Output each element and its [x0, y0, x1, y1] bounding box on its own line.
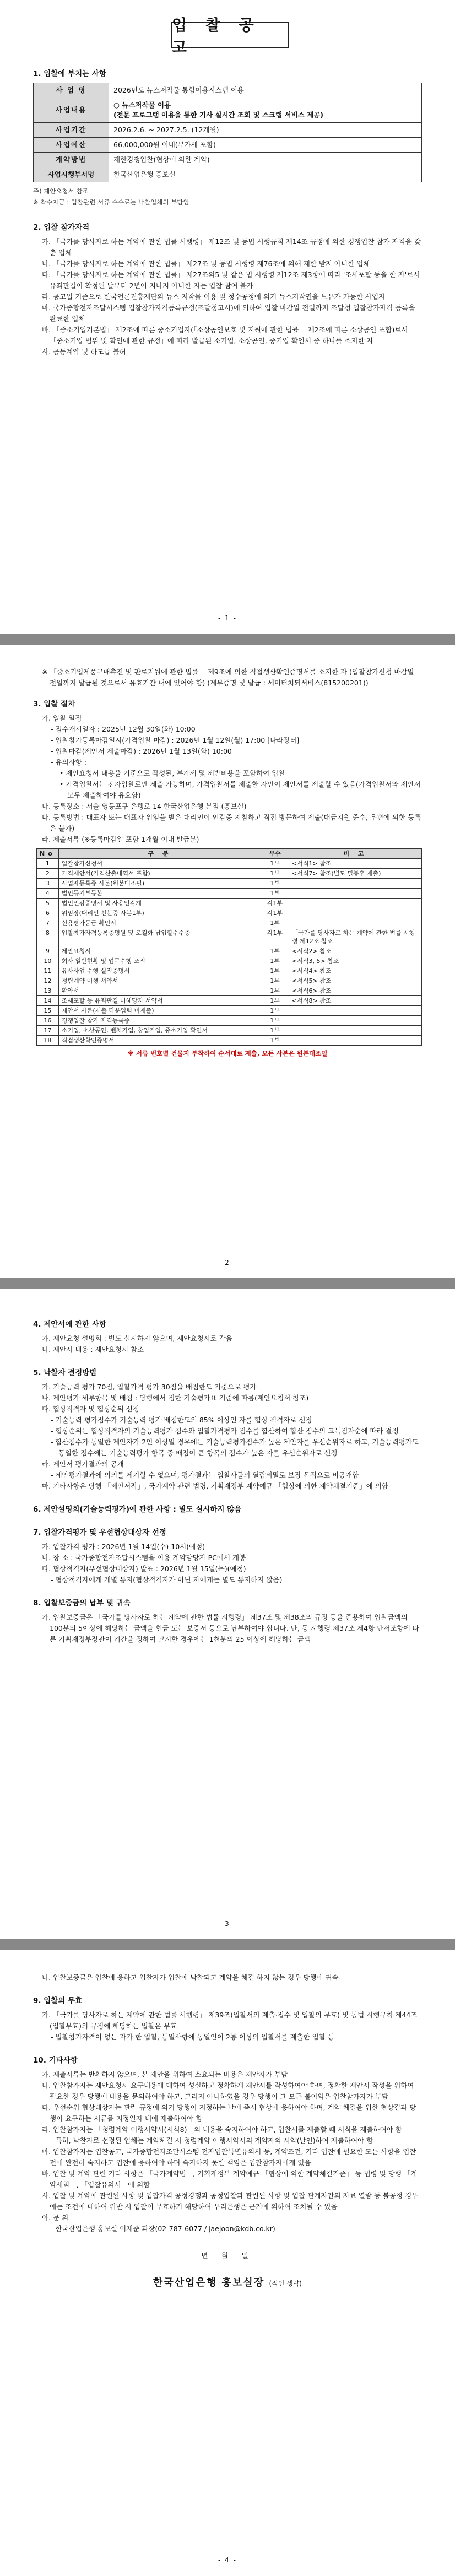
list-item: 다. 우선순위 협상대상자는 관련 규정에 의거 당행이 지정하는 날에 즉시 협상에 응하여야 하며, 계약 체결을 위한 협상결과 당행이 요구하는 서류를 지정일자 내에 제출하여야 함: [42, 2103, 416, 2123]
list-item: 가. 입찰가격 평가 : 2026년 1월 14일(수) 10시(예정): [42, 1543, 205, 1551]
section-7-heading: 7. 입찰가격평가 및 우선협상대상자 선정: [33, 1528, 166, 1537]
table-cell-cnt: 1부: [261, 946, 289, 956]
table-cell-no: 4: [37, 889, 59, 899]
list-item: 나. 제안서 내용 : 제안요청서 참조: [42, 1345, 144, 1354]
table-cell-no: 15: [37, 1006, 59, 1016]
table-cell-cnt: 1부: [261, 879, 289, 889]
list-item: 다. 협상적격자(우선협상대상자) 발표 : 2026년 1월 15일(목)(예정): [42, 1565, 246, 1573]
info-key: 계약방법: [34, 153, 109, 167]
table-note: ※ 서류 번호별 건물지 부착하여 순서대로 제출, 모든 사본은 원본대조필: [127, 1049, 328, 1057]
table-row: [37, 1016, 422, 1026]
info-row: [34, 153, 422, 167]
list-item: - 입찰참가자격이 없는 자가 한 입찰, 동일사항에 동일인이 2통 이상의 입찰서를 제출한 입찰 등: [51, 2033, 334, 2041]
table-cell-rem: [289, 899, 422, 908]
page-2: [0, 645, 455, 1278]
list-item: 사. 입찰 및 계약에 관련된 사항 및 입찰가격 공정경쟁과 공정입찰과 관련된 사항 및 입찰 관계자간의 자료 열람 등 불공정 경우에는 조건에 대하여 위반 시 입찰이 무효하기 해당하여 우리은행은 근거에 의하여 조치될 수 있음: [42, 2191, 419, 2211]
issuer-name: 한국산업은행 홍보실장: [153, 2277, 265, 2288]
table-cell-no: 5: [37, 899, 59, 908]
page-1-content: [33, 61, 422, 358]
table-cell-cnt: 1부: [261, 1006, 289, 1016]
list-item: 나. 「국가를 당사자로 하는 계약에 관한 법률」 제27조 및 동법 시행령 제76조에 의해 제한 받지 아니한 업체: [42, 259, 370, 268]
paragraph: 나. 입찰보증금은 입찰에 응하고 입찰자가 입찰에 낙찰되고 계약을 체결 하지 않는 경우 당행에 귀속: [42, 1973, 339, 1982]
table-cell-name: 입찰참가자격등록증명원 및 로컬화 납입할수수증: [58, 928, 261, 946]
table-cell-rem: [289, 918, 422, 928]
table-cell-name: 법인등기부등본: [58, 889, 261, 899]
closing-date: 년 월 일: [201, 2252, 254, 2260]
table-header-row: [37, 849, 422, 859]
table-cell-rem: [289, 889, 422, 899]
info-key: 사업시행부서명: [34, 167, 109, 182]
table-cell-cnt: 1부: [261, 986, 289, 996]
table-cell-no: 2: [37, 869, 59, 879]
list-item: 나. 장 소 : 국가종합전자조달시스템을 이용 계약담당자 PC에서 개봉: [42, 1554, 246, 1562]
seal-note: (직인 생략): [269, 2280, 302, 2287]
column-header: No: [37, 849, 59, 859]
info-key: 사 업 명: [34, 83, 109, 98]
table-cell-no: 11: [37, 966, 59, 976]
issuer: [33, 2277, 422, 2289]
column-header: 구 분: [58, 849, 261, 859]
table-cell-no: 10: [37, 956, 59, 966]
table-cell-name: 유사사업 수행 실적증명서: [58, 966, 261, 976]
table-cell-no: 18: [37, 1036, 59, 1046]
info-value: 66,000,000원 이내(부가세 포함): [109, 138, 422, 153]
list-item: 나. 제안평가 세부항목 및 배점 : 당행에서 정한 기술평가표 기준에 따름(제안요청서 참조): [42, 1394, 309, 1402]
list-item: - 기술능력 평가점수가 기술능력 평가 배점한도의 85% 이상인 자를 협상 적격자로 선정: [51, 1416, 312, 1424]
section-3-heading: 3. 입찰 절차: [33, 700, 75, 708]
table-cell-name: 가격제안서(가격산출내역서 포함): [58, 869, 261, 879]
table-cell-name: 소기업, 소상공인, 벤처기업, 창업기업, 중소기업 확인서: [58, 1026, 261, 1036]
table-cell-cnt: 1부: [261, 1036, 289, 1046]
documents-table-body: [37, 859, 422, 1046]
list-item: 라. 공고일 기준으로 한국언론진흥재단의 뉴스 저작물 이용 및 정수공정에 의거 뉴스저작권을 보유가 가능한 사업자: [42, 293, 386, 301]
table-cell-name: 신용평가등급 확인서: [58, 918, 261, 928]
table-cell-rem: <서식7> 참조(별도 밀봉후 제출): [289, 869, 422, 879]
table-cell-no: 17: [37, 1026, 59, 1036]
table-cell-cnt: 1부: [261, 956, 289, 966]
table-cell-no: 13: [37, 986, 59, 996]
section-10-heading: 10. 기타사항: [33, 2056, 78, 2065]
table-cell-name: 위임장(대리인 선분증 사본1부): [58, 908, 261, 918]
table-cell-name: 법인인감증명서 및 사용인감계: [58, 899, 261, 908]
table-cell-cnt: 1부: [261, 966, 289, 976]
table-cell-cnt: 각1부: [261, 928, 289, 946]
column-header: 부수: [261, 849, 289, 859]
list-item: 가. 제출서류는 반환하지 않으며, 본 제안을 위하여 소요되는 비용은 제안자가 부담: [42, 2070, 288, 2079]
info-row: [34, 123, 422, 138]
list-item: - 제안평가결과에 의의를 제기할 수 없으며, 평가결과는 입찰사들의 열람비밀로 보장 목적으로 비공개함: [51, 1471, 359, 1479]
table-row: [37, 869, 422, 879]
section-5-heading: 5. 낙찰자 결정방법: [33, 1368, 97, 1377]
info-key: 사업기간: [34, 123, 109, 138]
info-key: 사업예산: [34, 138, 109, 153]
table-cell-rem: [289, 1016, 422, 1026]
table-cell-cnt: 1부: [261, 869, 289, 879]
info-value: 한국산업은행 홍보실: [109, 167, 422, 182]
info-key: 사업내용: [34, 98, 109, 123]
list-item: 다. 협상적격자 및 협상순위 선정: [42, 1405, 139, 1413]
info-value: 2026년도 뉴스저작물 통합이용시스템 이용: [109, 83, 422, 98]
table-cell-rem: <서식3, 5> 참조: [289, 956, 422, 966]
info-row: [34, 83, 422, 98]
list-item: - 협상적격자에게 개별 통지(협상적격자가 아닌 자에게는 별도 통지하지 않음): [51, 1576, 283, 1584]
table-cell-cnt: 각1부: [261, 899, 289, 908]
table-cell-rem: <서식2> 참조: [289, 946, 422, 956]
section-1-heading: 1. 입찰에 부치는 사항: [33, 69, 106, 78]
info-row: [34, 98, 422, 123]
note: ※ 착수자금 : 입찰관련 서류 수수료는 낙찰업체의 부담임: [33, 198, 189, 206]
project-info-table: [33, 83, 422, 182]
table-cell-no: 1: [37, 859, 59, 869]
table-cell-no: 6: [37, 908, 59, 918]
list-item: 가. 기술능력 평가 70점, 입찰가격 평가 30점을 배점한도 기준으로 평가: [42, 1383, 257, 1391]
table-row: [37, 1026, 422, 1036]
list-item: 가. 「국가를 당사자로 하는 계약에 관한 법률 시행령」 제12조 및 동법 시행규칙 제14조 규정에 의한 경쟁입찰 참가 자격을 갖춘 업체: [42, 237, 421, 257]
table-cell-name: 조세포탈 등 유죄판결 미해당자 서약서: [58, 996, 261, 1006]
table-cell-name: 확약서: [58, 986, 261, 996]
table-row: [37, 986, 422, 996]
page-2-content: [33, 667, 422, 1059]
table-cell-cnt: 1부: [261, 889, 289, 899]
list-item: • 제안요청서 내용을 기준으로 작성된, 부가세 및 제반비용을 포함하여 입찰: [59, 769, 285, 777]
page-number: - 4 -: [218, 2556, 237, 2564]
page-number: - 3 -: [218, 1920, 237, 1928]
page-number: - 1 -: [218, 614, 237, 622]
list-item: 다. 등록방법 : 대표자 또는 대표자 위임을 받은 대리인이 인감증 지참하고 직접 방문하여 제출(대금지원 준수, 우편에 의한 등록은 불가): [42, 813, 421, 832]
page-4-content: [33, 1972, 422, 2289]
table-row: [37, 996, 422, 1006]
list-item: 바. 「중소기업기본법」 제2조에 따른 중소기업자(「소상공인보호 및 지원에 관한 법률」 제2조에 따른 소상공인 포함)로서 「중소기업 범위 및 확인에 관한 규정」에 따라 발급된 소기업, 소상공인, 중기업 확인서 중 하나를 소지한 자: [42, 326, 408, 345]
note: 주) 제안요청서 참조: [33, 187, 89, 195]
table-row: [37, 966, 422, 976]
table-row: [37, 859, 422, 869]
table-cell-rem: [289, 1026, 422, 1036]
list-item: 마. 국가종합전자조달시스템 입찰참가자격등록규정(조달청고시)에 의하여 입찰 마감일 전일까지 조달청 입찰참가자격 등록을 완료한 업체: [42, 304, 415, 323]
table-cell-rem: <서식6> 참조: [289, 986, 422, 996]
table-cell-name: 청렴계약 이행 서약서: [58, 976, 261, 986]
table-cell-name: 직접생산확인증명서: [58, 1036, 261, 1046]
table-cell-no: 3: [37, 879, 59, 889]
info-row: [34, 167, 422, 182]
document-title: 입 찰 공 고: [171, 22, 289, 48]
list-item: 가. 「국가를 당사자로 하는 계약에 관한 법률 시행령」 제39조(입찰서의 제출·접수 및 입찰의 무효) 및 동법 시행규칙 제44조(입찰무효)의 규정에 해당하는 입찰은 무효: [42, 2011, 418, 2030]
table-cell-rem: <서식4> 참조: [289, 966, 422, 976]
table-row: [37, 908, 422, 918]
table-cell-no: 16: [37, 1016, 59, 1026]
list-item: - 특히, 낙찰자로 선정된 업체는 계약체결 시 청렴계약 이행서약서의 계약자의 서약(날인)하여 제출하여야 함: [51, 2136, 373, 2145]
list-item: 가. 입찰보증금은 「국가를 당사자로 하는 계약에 관한 법률 시행령」 제37조 및 제38조의 규정 등을 준용하여 입찰금액의 100분의 5이상에 해당하는 금액을 현금 또는 보증서 등으로 납부하여야 합니다. 단, 동 시행령 제37조 제4항 단서조항에 따른 기획재정부장관이 기간을 정하여 고시한 경우에는 1천분의 25 이상에 해당하는 금액: [42, 1613, 419, 1643]
table-cell-name: 경쟁입찰 참가 자격등록증: [58, 1016, 261, 1026]
info-value: 제한경쟁입찰(협상에 의한 계약): [109, 153, 422, 167]
list-item: 가. 입찰 일정: [42, 714, 82, 722]
table-row: [37, 899, 422, 908]
table-row: [37, 1006, 422, 1016]
table-cell-cnt: 1부: [261, 996, 289, 1006]
list-item: - 유의사항 :: [51, 758, 86, 766]
required-documents-table: [36, 848, 422, 1046]
info-value: ○ 뉴스저작물 이용 (전문 프로그램 이용을 통한 기사 실시간 조회 및 스크랩 서비스 제공): [109, 98, 422, 123]
table-row: [37, 879, 422, 889]
section-2-heading: 2. 입찰 참가자격: [33, 223, 90, 232]
info-value: 2026.2.6. ~ 2027.2.5. (12개월): [109, 123, 422, 138]
table-cell-name: 제안요청서: [58, 946, 261, 956]
table-cell-rem: [289, 879, 422, 889]
table-row: [37, 928, 422, 946]
section-4-heading: 4. 제안서에 관한 사항: [33, 1320, 106, 1329]
list-item: 가. 제안요청 설명회 : 별도 실시하지 않으며, 제안요청서로 갈음: [42, 1334, 232, 1343]
list-item: 다. 「국가를 당사자로 하는 계약에 관한 법률」 제27조의5 및 같은 법 시행령 제12조 제3항에 따라 '조세포탈 등을 한 자'로서 유죄판결이 확정된 날부터 2년이 지나지 아니한 자는 입찰 참여 불가: [42, 270, 420, 290]
table-row: [37, 918, 422, 928]
table-cell-cnt: 1부: [261, 1016, 289, 1026]
page-1: [0, 0, 455, 634]
list-item: 마. 기타사항은 당행 「제안서작」, 국가계약 관련 법령, 기획재정부 계약예규 「협상에 의한 계약체결기준」에 의함: [42, 1482, 388, 1490]
list-item: 아. 문 의: [42, 2214, 69, 2222]
table-cell-no: 14: [37, 996, 59, 1006]
table-cell-cnt: 1부: [261, 976, 289, 986]
table-cell-no: 9: [37, 946, 59, 956]
section-9-heading: 9. 입찰의 무효: [33, 1996, 83, 2005]
table-row: [37, 956, 422, 966]
table-row: [37, 889, 422, 899]
page-3: [0, 1289, 455, 1939]
table-row: [37, 976, 422, 986]
page-4: [0, 1950, 455, 2576]
table-cell-name: 입찰참가신청서: [58, 859, 261, 869]
list-item: - 합산점수가 동일한 제안자가 2인 이상일 경우에는 기술능력평가점수가 높은 제안자를 우선순위자로 하고, 기술능력평가도 동일한 점수에는 기술능력평가 항목 중 배점이 큰 항목의 점수가 높은 자를 우선순위자로 선정: [51, 1438, 419, 1457]
table-cell-no: 8: [37, 928, 59, 946]
list-item: - 접수개시일자 : 2025년 12월 30일(화) 10:00: [51, 725, 196, 733]
list-item: 라. 제출서류 (※등록마감일 포함 1개월 이내 발급분): [42, 835, 199, 843]
table-cell-name: 회사 일반현황 및 업무수행 조직: [58, 956, 261, 966]
list-item: 라. 입찰참가자는 「청렴계약 이행서약서(서식8)」의 내용을 숙지하여야 하고, 입찰서를 제출할 때 서식을 제출하여야 함: [42, 2125, 402, 2134]
list-item: - 입찰참가등록마감일시(가격입찰 마감) : 2026년 1월 12일(월) 17:00 [나라장터]: [51, 736, 300, 744]
table-cell-no: 12: [37, 976, 59, 986]
page-3-content: [33, 1311, 422, 1645]
list-item: 사. 공동계약 및 하도급 불허: [42, 348, 126, 356]
table-cell-cnt: 1부: [261, 859, 289, 869]
table-cell-rem: <서식5> 참조: [289, 976, 422, 986]
table-cell-rem: [289, 1006, 422, 1016]
list-item: 나. 등록장소 : 서울 영등포구 은행로 14 한국산업은행 본점 (홍보실): [42, 802, 247, 810]
table-row: [37, 1036, 422, 1046]
list-item: - 협상순위는 협상적격자의 기술능력평가 점수와 입찰가격평가 점수를 합산하여 합산 점수의 고득점자순에 따라 결정: [51, 1427, 399, 1435]
table-cell-rem: 「국가를 당사자로 하는 계약에 관한 법률 시행령 제12조 참조: [289, 928, 422, 946]
list-item: - 입찰마감(제안서 제출마감) : 2026년 1월 13일(화) 10:00: [51, 747, 232, 755]
table-cell-rem: <서식1> 참조: [289, 859, 422, 869]
column-header: 비 고: [289, 849, 422, 859]
paragraph: ※ 「중소기업제품구매촉진 및 판로지원에 관한 법률」 제9조에 의한 직접생산확인증명서를 소지한 자 (입찰참가신청 마감일 전일까지 발급된 것으로서 유효기간 내에 있어야 함) (제부증명 및 발급 : 세미터치되서비스(815200201)): [42, 668, 414, 687]
table-cell-cnt: 1부: [261, 918, 289, 928]
table-cell-rem: [289, 1036, 422, 1046]
table-cell-rem: <서식8> 참조: [289, 996, 422, 1006]
table-row: [37, 946, 422, 956]
table-cell-no: 7: [37, 918, 59, 928]
table-cell-rem: [289, 908, 422, 918]
table-cell-cnt: 1부: [261, 1026, 289, 1036]
list-item: 나. 입찰참가자는 제안요청서 요구내용에 대하여 성실하고 정확하게 제안서를 작성하여야 하며, 정확한 제안서 작성을 위하여 필요한 경우 당행에 내용을 문의하여야 하고, 그러지 아니하였을 경우 당행이 그 모든 불이익은 입찰참가자가 부담: [42, 2081, 414, 2101]
info-row: [34, 138, 422, 153]
section-6-heading: 6. 제안설명회(기술능력평가)에 관한 사항 : 별도 실시하지 않음: [33, 1505, 242, 1514]
table-cell-name: 사업자등록증 사본(원본대조필): [58, 879, 261, 889]
table-cell-name: 제안서 사본(제출 다운입력 미제출): [58, 1006, 261, 1016]
contact-info: - 한국산업은행 홍보실 이재준 과장(02-787-6077 / jaejoon@kdb.co.kr): [51, 2225, 275, 2233]
list-item: 라. 제안서 평가결과의 공개: [42, 1460, 124, 1468]
list-item: 마. 입찰참가자는 입찰공고, 국가종합전자조달시스템 전자입찰특별유의서 등, 계약조건, 기타 입찰에 필요한 모든 사항을 입찰 전에 완전히 숙지하고 입찰에 응하여야 하며 숙지하지 못한 책임은 입찰참가자에게 있음: [42, 2147, 416, 2167]
list-item: 바. 입찰 및 계약 관련 기타 사항은 「국가계약법」, 기획재정부 계약예규 「협상에 의한 계약체결기준」 등 법령 및 당행 「계약세칙」, 「입찰유의서」에 의함: [42, 2169, 418, 2189]
list-item: • 가격입찰서는 전자입찰로만 제출 가능하며, 가격입찰서를 제출한 자만이 제안서를 제출할 수 있음(가격입찰서와 제안서 모두 제출하여야 유효함): [59, 780, 421, 799]
table-cell-cnt: 각1부: [261, 908, 289, 918]
section-8-heading: 8. 입찰보증금의 납부 및 귀속: [33, 1599, 131, 1608]
page-number: - 2 -: [218, 1259, 237, 1267]
